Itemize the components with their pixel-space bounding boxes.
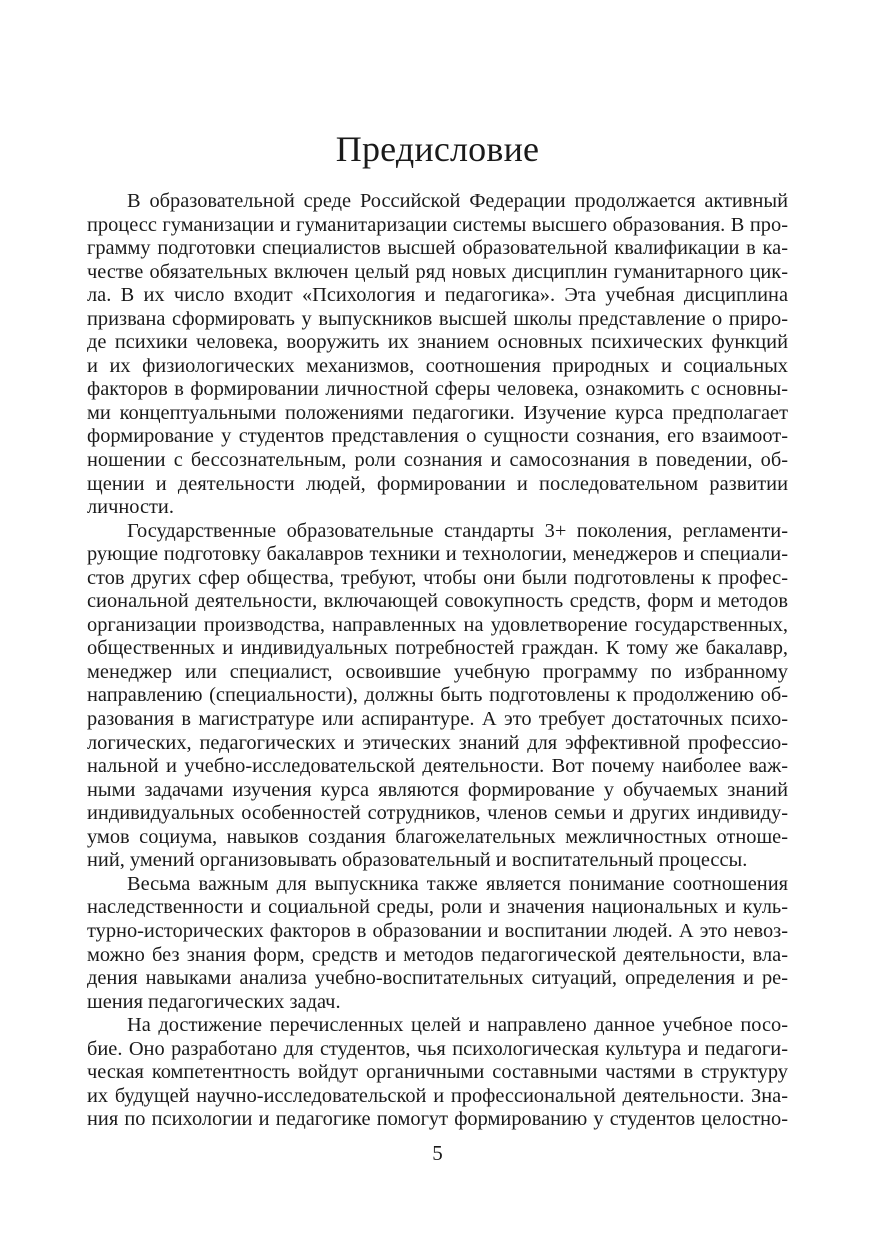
text-line: ния по психологии и педагогике помогут формированию у студентов целостно- <box>87 1108 788 1131</box>
text-line: менеджер или специалист, освоившие учебную программу по избранному <box>87 660 788 683</box>
text-line: грамму подготовки специалистов высшей образовательной квалификации в ка- <box>87 237 788 260</box>
text-line: ний, умений организовывать образовательный и воспитательный процессы. <box>87 849 748 872</box>
text-line: ными задачами изучения курса являются формирование у обучаемых знаний <box>87 778 788 801</box>
text-line: стов других сфер общества, требуют, чтобы они были подготовлены к профес- <box>87 566 788 589</box>
text-line: На достижение перечисленных целей и направлено данное учебное посо- <box>127 1014 788 1037</box>
text-line: организации производства, направленных на удовлетворение государственных, <box>87 613 788 636</box>
text-line: можно без знания форм, средств и методов педагогической деятельности, вла- <box>87 943 788 966</box>
page-number: 5 <box>432 1141 443 1165</box>
text-line: сиональной деятельности, включающей совокупность средств, форм и методов <box>87 590 788 613</box>
text-line: логических, педагогических и этических знаний для эффективной профессио- <box>87 731 788 754</box>
text-line: ношении с бессознательным, роли сознания и самосознания в поведении, об- <box>87 449 788 472</box>
text-line: нальной и учебно-исследовательской деятельности. Вот почему наиболее важ- <box>87 755 788 778</box>
text-line: индивидуальных особенностей сотрудников, членов семьи и других индивиду- <box>87 802 788 825</box>
text-line: щении и деятельности людей, формировании и последовательном развитии <box>87 472 788 495</box>
text-line: наследственности и социальной среды, роли и значения национальных и куль- <box>87 896 788 919</box>
page-title: Предисловие <box>335 129 540 169</box>
paragraph-4 <box>87 1014 788 1132</box>
paragraph-3 <box>87 873 788 1014</box>
text-line: ми концептуальными положениями педагогики. Изучение курса предполагает <box>87 401 788 424</box>
text-line: факторов в формировании личностной сферы человека, ознакомить с основны- <box>87 378 788 401</box>
text-line: процесс гуманизации и гуманитаризации системы высшего образования. В про- <box>87 213 788 236</box>
text-line: общественных и индивидуальных потребностей граждан. К тому же бакалавр, <box>87 637 788 660</box>
text-line: шения педагогических задач. <box>87 990 341 1013</box>
text-line: личности. <box>87 496 174 519</box>
text-line: де психики человека, вооружить их знанием основных психических функций <box>87 331 788 354</box>
text-line: ческая компетентность войдут органичными составными частями в структуру <box>87 1061 788 1084</box>
paragraph-2 <box>87 520 788 873</box>
text-line: ла. В их число входит «Психология и педагогика». Эта учебная дисциплина <box>87 284 788 307</box>
text-line: призвана сформировать у выпускников высшей школы представление о приро- <box>87 307 788 330</box>
paragraph-1 <box>87 190 788 520</box>
text-line: направлению (специальности), должны быть подготовлены к продолжению об- <box>87 684 788 707</box>
text-line: турно-исторических факторов в образовании и воспитании людей. А это невоз- <box>87 919 788 942</box>
text-line: Государственные образовательные стандарты 3+ поколения, регламенти- <box>127 519 788 542</box>
text-line: честве обязательных включен целый ряд новых дисциплин гуманитарного цик- <box>87 260 788 283</box>
text-line: и их физиологических механизмов, соотношения природных и социальных <box>87 354 788 377</box>
text-line: Весьма важным для выпускника также является понимание соотношения <box>127 872 788 895</box>
text-line: бие. Оно разработано для студентов, чья психологическая культура и педагоги- <box>87 1037 788 1060</box>
text-line: разования в магистратуре или аспирантуре. А это требует достаточных психо- <box>87 708 788 731</box>
text-line: дения навыками анализа учебно-воспитательных ситуаций, определения и ре- <box>87 967 788 990</box>
text-line: их будущей научно-исследовательской и профессиональной деятельности. Зна- <box>87 1084 788 1107</box>
text-line: рующие подготовку бакалавров техники и технологии, менеджеров и специали- <box>87 543 788 566</box>
text-line: В образовательной среде Российской Федерации продолжается активный <box>127 190 788 212</box>
text-line: формирование у студентов представления о сущности сознания, его взаимоот- <box>87 425 788 448</box>
text-line: умов социума, навыков создания благожелательных межличностных отноше- <box>87 825 788 848</box>
body-text <box>87 190 788 1132</box>
